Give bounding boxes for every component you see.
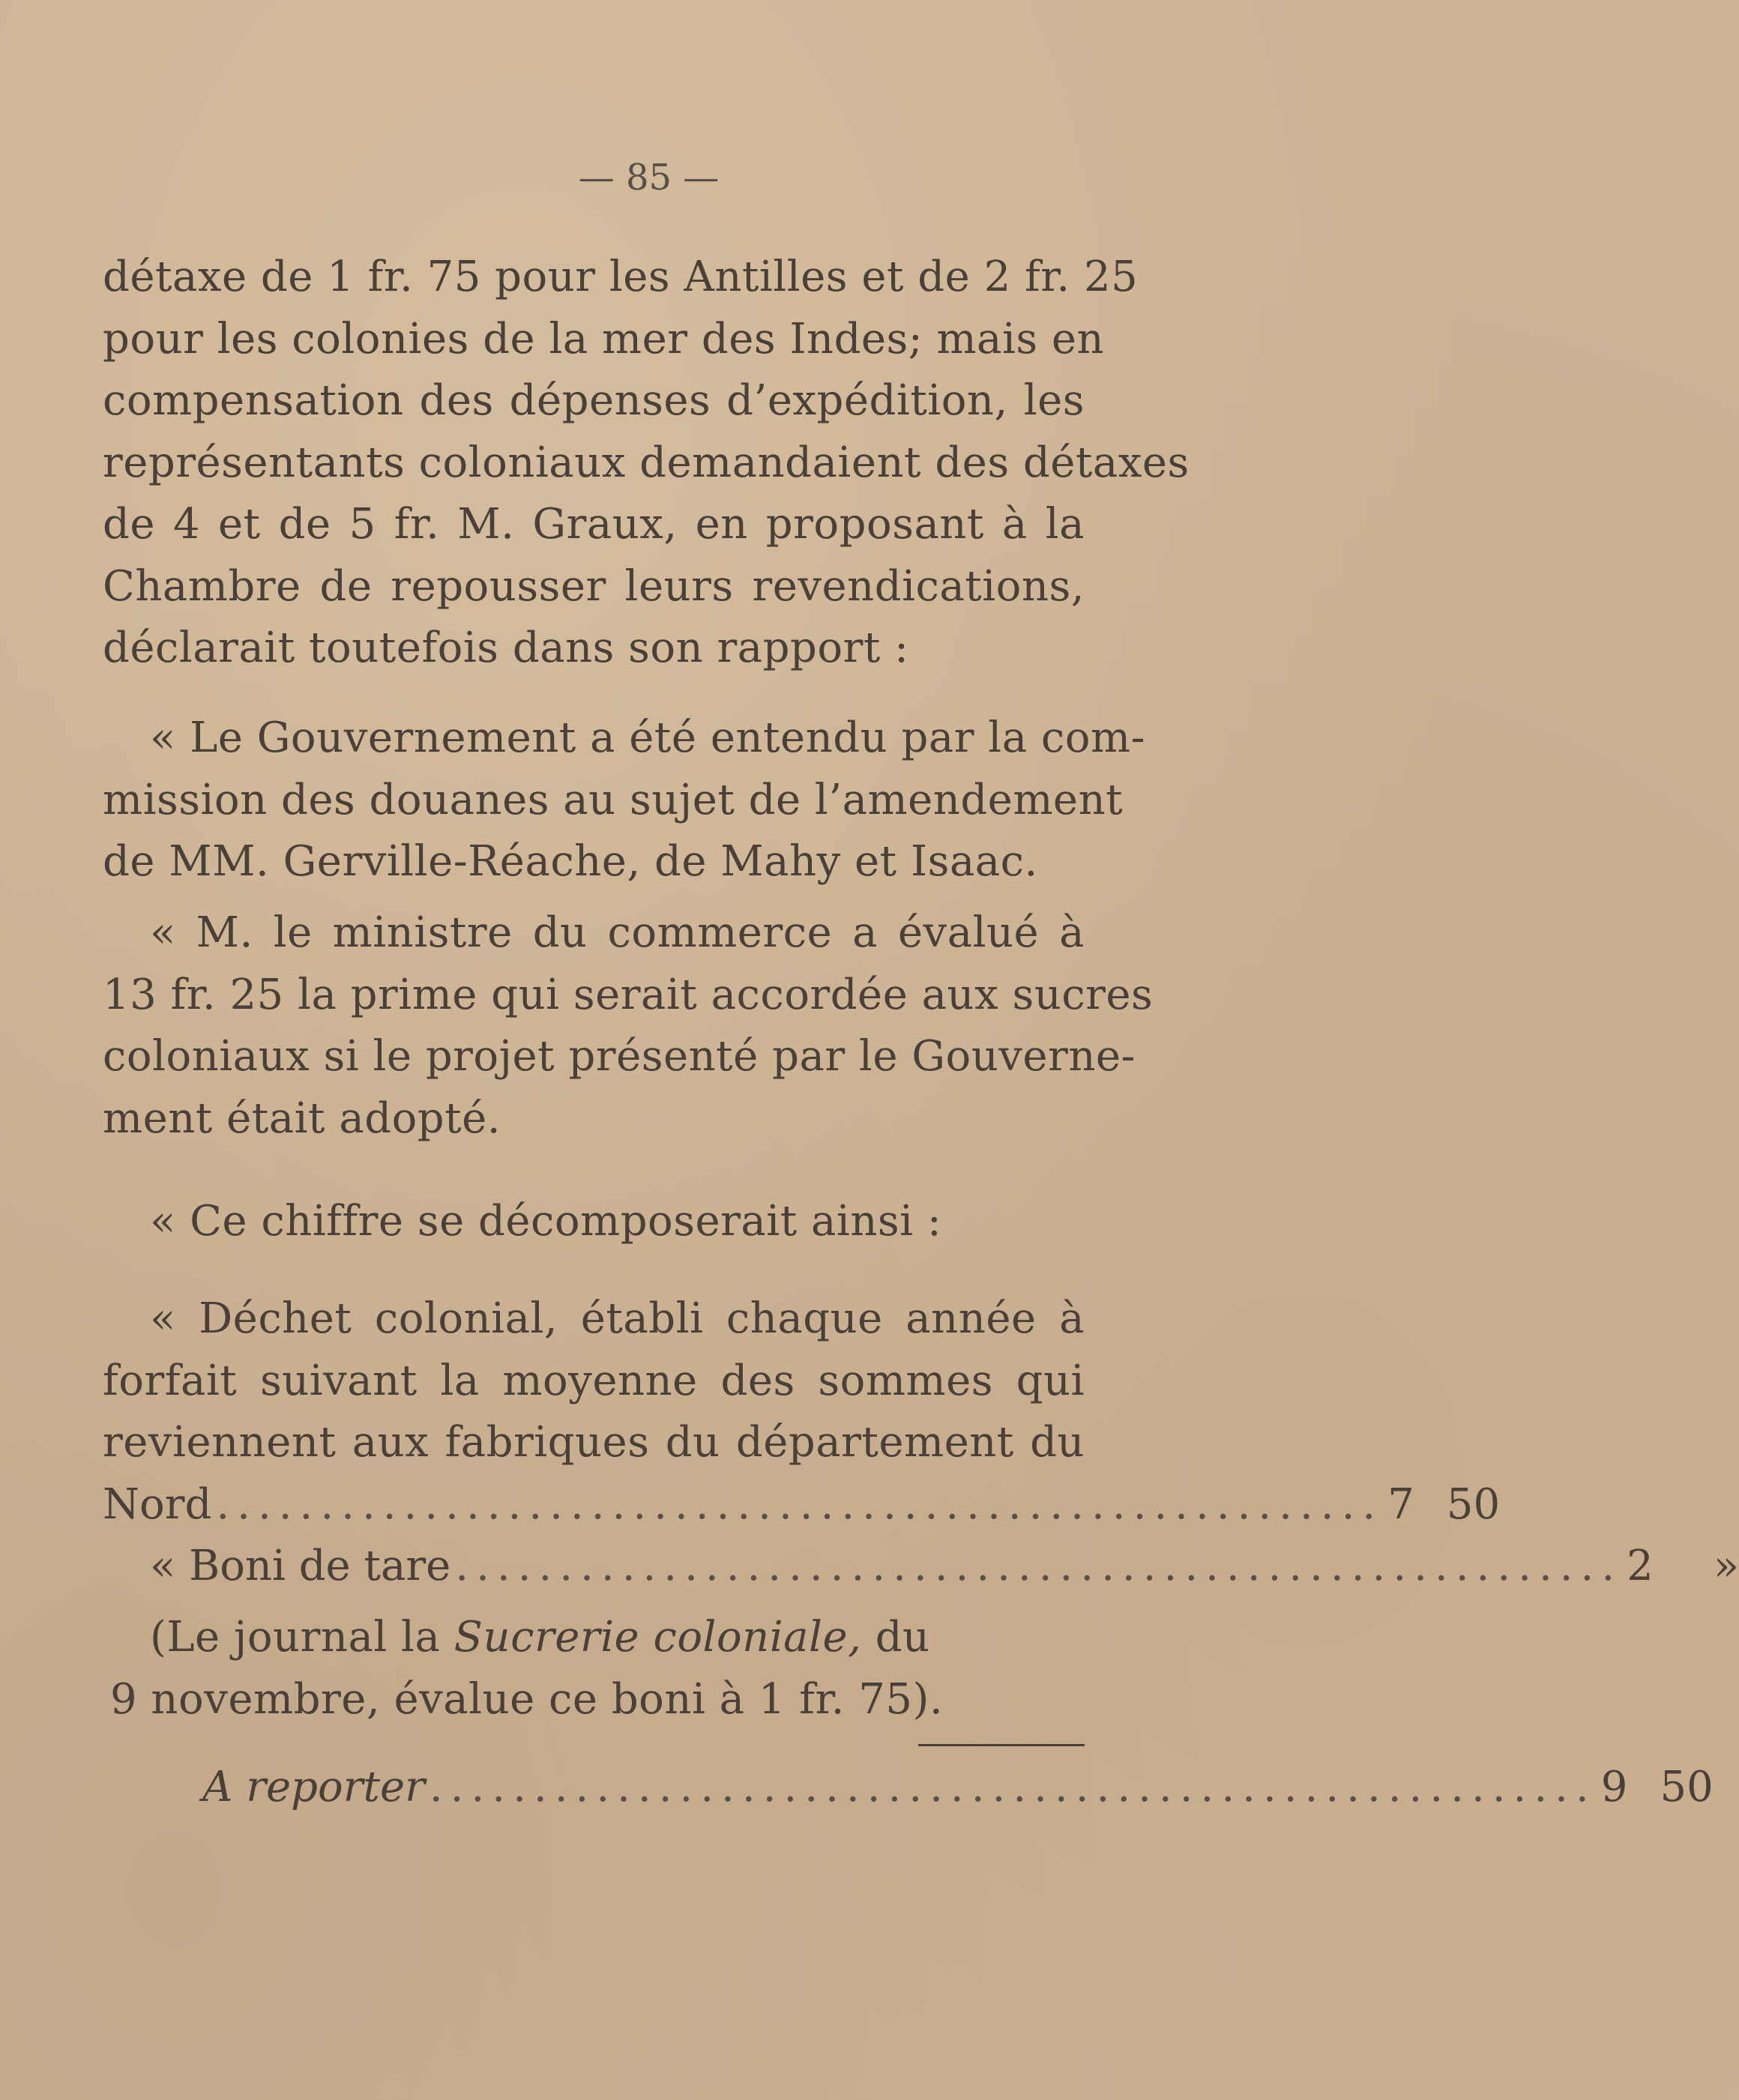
paragraph-line: Chambre de repousser leurs revendications, bbox=[103, 562, 1085, 611]
note-line: 9 novembre, évalue ce boni à 1 fr. 75). bbox=[110, 1675, 944, 1724]
quote-line: « Déchet colonial, établi chaque année à bbox=[150, 1294, 1085, 1343]
quote-line: reviennent aux fabriques du département du bbox=[103, 1418, 1085, 1467]
note-prefix: (Le journal la bbox=[150, 1613, 454, 1662]
leader-dots: ........................................................ bbox=[429, 1763, 1597, 1811]
amount-francs: 2 bbox=[1627, 1542, 1654, 1590]
ledger-amount bbox=[1387, 1479, 1500, 1531]
leader-dots: ........................................................ bbox=[455, 1542, 1623, 1590]
paragraph-line: déclarait toutefois dans son rapport : bbox=[103, 624, 909, 672]
sum-rule bbox=[918, 1744, 1085, 1746]
paragraph-line: de 4 et de 5 fr. M. Graux, en proposant à la bbox=[103, 500, 1085, 549]
carry-label: A reporter bbox=[202, 1763, 425, 1811]
quote-line: « Le Gouvernement a été entendu par la com- bbox=[150, 713, 1145, 762]
paragraph-line: compensation des dépenses d’expédition, les bbox=[103, 376, 1085, 425]
quote-line: de MM. Gerville-Réache, de Mahy et Isaac. bbox=[103, 837, 1038, 886]
paragraph-line: représentants coloniaux demandaient des détaxes bbox=[103, 438, 1190, 487]
quote-line: coloniaux si le projet présenté par le Gouverne- bbox=[103, 1032, 1136, 1081]
note-line bbox=[150, 1611, 930, 1664]
ledger-row-nord bbox=[103, 1479, 1501, 1531]
page-number: — 85 — bbox=[578, 157, 720, 199]
quote-line: forfait suivant la moyenne des sommes qui bbox=[103, 1357, 1085, 1405]
amount-francs: 9 bbox=[1600, 1763, 1628, 1811]
paragraph-line: pour les colonies de la mer des Indes; mais en bbox=[103, 315, 1105, 363]
ledger-amount bbox=[1627, 1540, 1739, 1593]
note-suffix: du bbox=[861, 1613, 930, 1662]
carry-forward-row bbox=[202, 1761, 1714, 1814]
quote-line: ment était adopté. bbox=[103, 1094, 501, 1143]
leader-dots: ........................................................ bbox=[216, 1480, 1384, 1529]
quote-line: 13 fr. 25 la prime qui serait accordée aux sucres bbox=[103, 971, 1154, 1019]
quote-line: « M. le ministre du commerce a évalué à bbox=[150, 908, 1085, 957]
paragraph-line: détaxe de 1 fr. 75 pour les Antilles et de 2 fr. 25 bbox=[103, 253, 1139, 301]
amount-cents: 50 bbox=[1660, 1763, 1714, 1811]
ledger-label: « Boni de tare bbox=[150, 1542, 451, 1590]
note-italic-title: Sucrerie coloniale, bbox=[453, 1613, 862, 1662]
quote-line: mission des douanes au sujet de l’amendement bbox=[103, 776, 1124, 824]
amount-cents: » bbox=[1713, 1542, 1739, 1590]
quote-line: « Ce chiffre se décomposerait ainsi : bbox=[150, 1197, 942, 1246]
amount-francs: 7 bbox=[1387, 1480, 1414, 1529]
carry-amount bbox=[1601, 1761, 1714, 1814]
ledger-label: Nord bbox=[103, 1480, 212, 1529]
amount-cents: 50 bbox=[1446, 1480, 1501, 1529]
ledger-row-boni bbox=[150, 1540, 1739, 1593]
